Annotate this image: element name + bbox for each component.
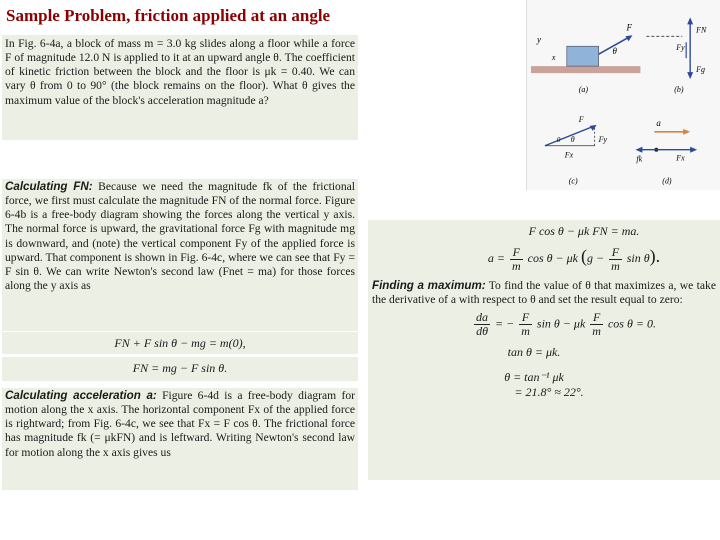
acc-eq-paren-open: ( bbox=[580, 246, 587, 266]
fig-a-theta-label: θ bbox=[612, 46, 617, 57]
acceleration-text bbox=[5, 389, 355, 460]
deriv-frac bbox=[474, 311, 490, 338]
fig-c-F-label: F bbox=[578, 114, 584, 124]
acc-eq-frac1-num: F bbox=[510, 246, 523, 260]
fig-c-caption: (c) bbox=[568, 176, 578, 186]
fig-c-theta-label: θ bbox=[570, 134, 575, 144]
floor-strip bbox=[531, 66, 640, 73]
normal-force-lead: Calculating FN: bbox=[5, 180, 93, 193]
fig-c-F-arrow bbox=[545, 126, 595, 146]
acc-eq-frac1 bbox=[510, 246, 523, 273]
fig-d-caption: (d) bbox=[662, 176, 672, 186]
deriv-frac1-den: m bbox=[521, 324, 530, 339]
acc-eq-lhs: a = bbox=[487, 251, 505, 265]
deriv-mid: sin θ − μk bbox=[536, 316, 586, 331]
fig-a-caption: (a) bbox=[578, 85, 588, 95]
fig-c-Fx-label: Fx bbox=[564, 150, 574, 160]
derivative-equation bbox=[372, 311, 716, 338]
normal-force-eq1-box bbox=[2, 332, 358, 354]
block-shape bbox=[567, 46, 599, 66]
acc-eq-frac1-den: m bbox=[511, 258, 521, 273]
deriv-frac1-num: F bbox=[519, 311, 532, 325]
deriv-frac-den: dθ bbox=[476, 324, 488, 339]
figure-svg bbox=[527, 0, 720, 190]
maximum-text bbox=[372, 279, 716, 307]
friction-arrowhead bbox=[635, 147, 642, 153]
right-derivation-panel bbox=[368, 220, 720, 480]
fig-a-x-label: x bbox=[551, 53, 556, 63]
fig-d-fk-label: fk bbox=[636, 154, 643, 164]
deriv-frac2-num: F bbox=[590, 311, 603, 325]
deriv-frac2-den: m bbox=[592, 324, 601, 339]
acceleration-panel bbox=[2, 388, 358, 490]
acceleration-equation bbox=[372, 245, 716, 273]
acc-eq-paren-close: ). bbox=[649, 246, 661, 266]
normal-force-panel bbox=[2, 179, 358, 331]
fig-b-Fg-label: Fg bbox=[696, 65, 705, 75]
deriv-frac1 bbox=[519, 311, 532, 338]
fig-b-caption: (b) bbox=[674, 85, 684, 95]
acceleration-lead: Calculating acceleration a: bbox=[5, 389, 157, 402]
fig-a-y-label: y bbox=[536, 34, 541, 45]
deriv-frac2 bbox=[590, 311, 603, 338]
tan-equation: tan θ = μk. bbox=[507, 344, 561, 359]
acceleration-body: Figure 6-4d is a free-body diagram for motion along the x axis. The horizontal component Fx of the applied force is rightward; from Fig. 6-4c, we see that Fx = F cos θ. The frictional force has magnitude fk (= μkFN) and is leftward. Writing Newton's second law for motion along the x axis gives us bbox=[5, 389, 356, 459]
fx-arrowhead bbox=[690, 147, 697, 153]
fig-b-Fy-label: Fy bbox=[676, 43, 685, 53]
acc-eq-mid: cos θ − μk bbox=[527, 251, 578, 265]
slide-title: Sample Problem, friction applied at an angle bbox=[6, 6, 331, 25]
acc-eq-frac2-num: F bbox=[609, 246, 622, 260]
deriv-end: cos θ = 0. bbox=[607, 316, 656, 331]
acc-eq-paren-right: sin θ bbox=[626, 251, 650, 265]
fig-a-F-label: F bbox=[626, 22, 632, 33]
normal-force-text bbox=[5, 180, 355, 293]
acc-eq-frac2-den: m bbox=[611, 258, 620, 273]
fig-b-FN-label: FN bbox=[696, 25, 707, 35]
acc-eq-paren-left: g − bbox=[586, 251, 605, 265]
newton-x-equation: F cos θ − μk FN = ma. bbox=[528, 224, 640, 238]
fig-c-Fy-label: Fy bbox=[598, 134, 608, 144]
deriv-frac-num: da bbox=[476, 310, 489, 325]
acc-eq-frac2 bbox=[609, 246, 622, 273]
maximum-lead: Finding a maximum: bbox=[372, 278, 486, 292]
gravity-arrowhead bbox=[687, 72, 693, 79]
problem-panel bbox=[2, 35, 358, 140]
problem-text: In Fig. 6-4a, a block of mass m = 3.0 kg slides along a floor while a force F of magnitude 12.0 N is applied to it at an upward angle θ. The coefficient of kinetic friction between the block and the floor is μk = 0.40. We can vary θ from 0 to 90° (the block remains on the floor). What θ gives the maximum value of the block's acceleration magnitude a? bbox=[5, 37, 355, 107]
deriv-eq-sign: = − bbox=[495, 316, 515, 331]
acceleration-arrowhead bbox=[683, 129, 690, 135]
free-body-figure bbox=[526, 0, 720, 190]
fig-c-zero-label: 0 bbox=[556, 135, 561, 144]
normal-force-body: Because we need the magnitude fk of the frictional force, we first must calculate the magnitude FN of the normal force. Figure 6-4b is a free-body diagram showing the forces along the vertical y axis. The normal force is upward, the gravitational force Fg with magnitude mg is downward, and (note) the vertical component Fy of the applied force is upward. That component is shown in Fig. 6-4c, where we can see that Fy = F sin θ. We can write Newton's second law (Fnet = ma) for those forces along the y axis as bbox=[5, 180, 355, 292]
normal-force-eq2: FN = mg − F sin θ. bbox=[132, 361, 228, 375]
normal-force-arrowhead bbox=[687, 17, 693, 24]
fig-d-Fx-label: Fx bbox=[676, 153, 685, 163]
theta-result: = 21.8° ≈ 22°. bbox=[514, 384, 584, 399]
normal-force-eq1: FN + F sin θ − mg = m(0), bbox=[114, 336, 246, 350]
theta-equation: θ = tan⁻¹ μk bbox=[504, 369, 564, 384]
fig-d-a-label: a bbox=[656, 117, 661, 128]
maximum-body: To find the value of θ that maximizes a, we take the derivative of a with respect to θ and set the result equal to zero: bbox=[372, 278, 716, 307]
normal-force-eq2-box bbox=[2, 357, 358, 381]
